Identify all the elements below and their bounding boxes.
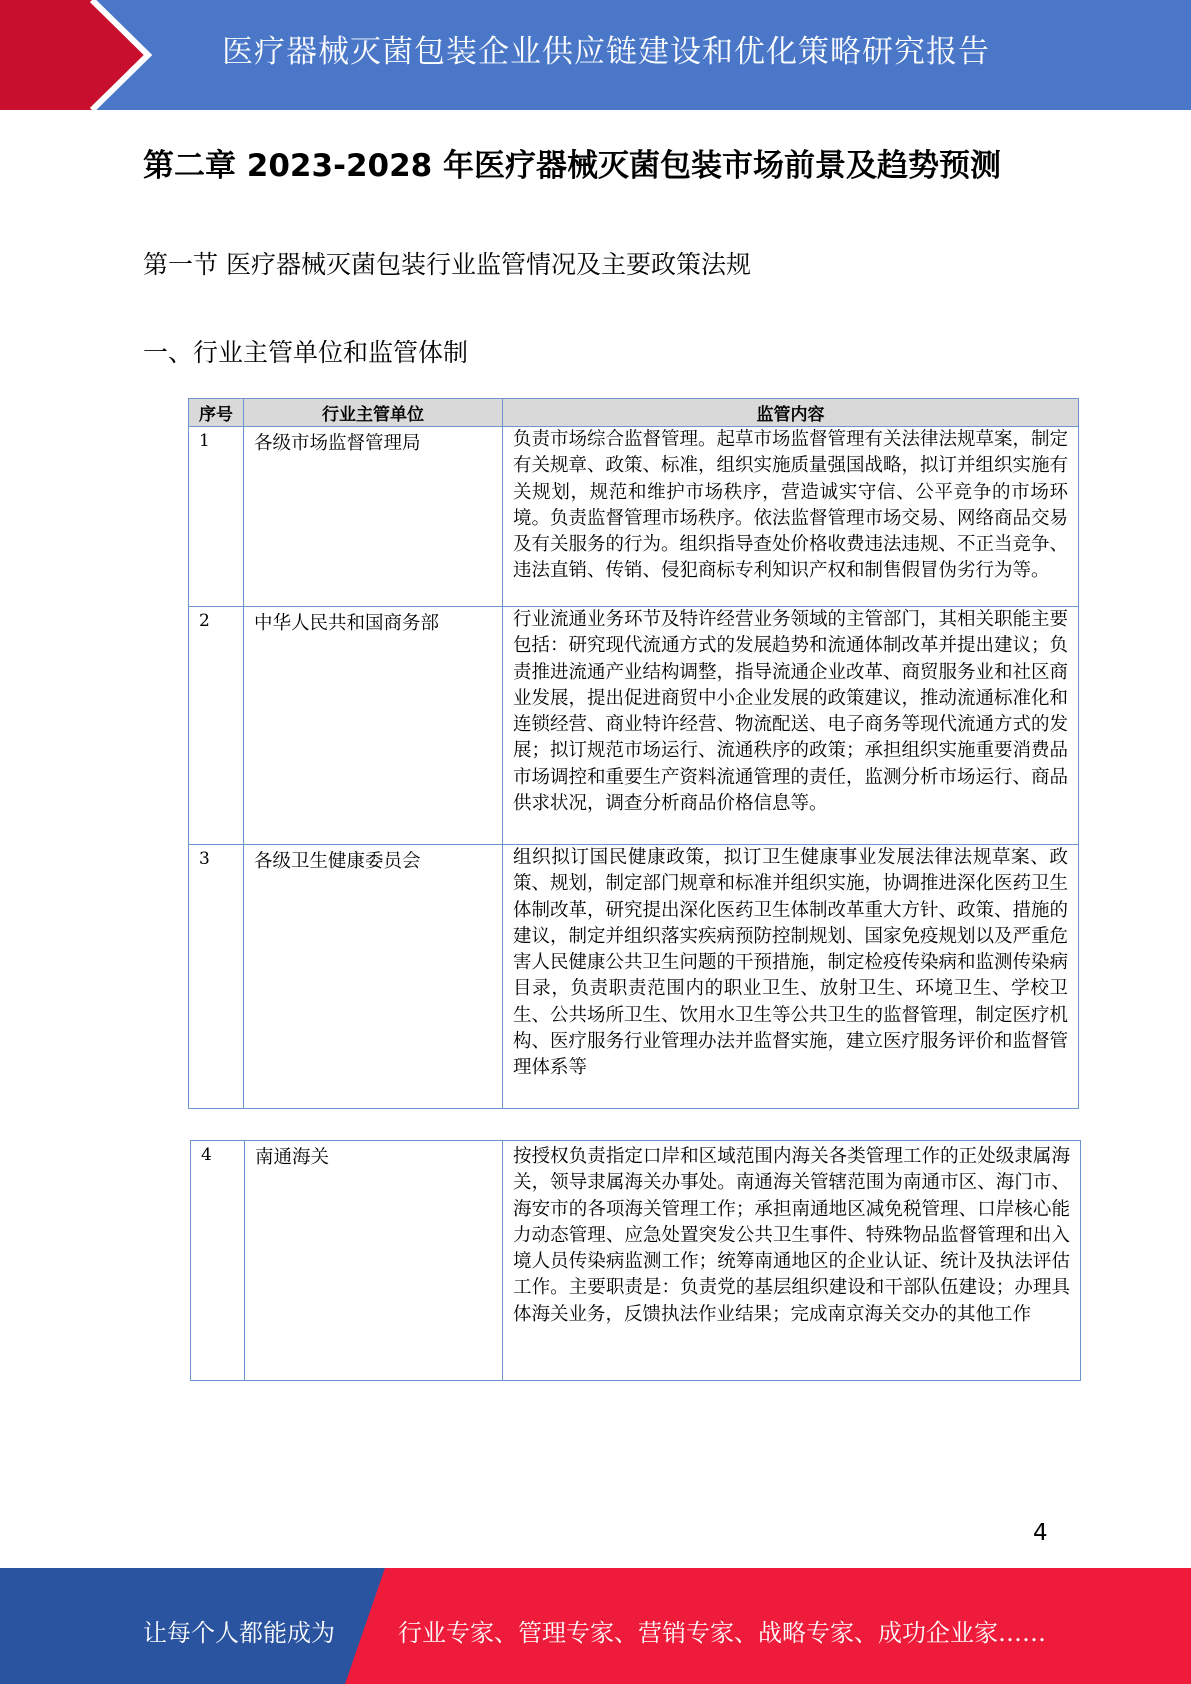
subsection-title: 一、行业主管单位和监管体制 (143, 338, 469, 367)
row-duty: 按授权负责指定口岸和区域范围内海关各类管理工作的正处级隶属海关，领导隶属海关办事处。南通海关管辖范围为南通市区、海门市、海安市的各项海关管理工作；承担南通地区减免税管理、口岸核心能力动态管理、应急处置突发公共卫生事件、特殊物品监督管理和出入境人员传染病监测工作；统筹南通地区的企业认证、统计及执法评估工作。主要职责是：负责党的基层组织建设和干部队伍建设；办理具体海关业务，反馈执法作业结果；完成南京海关交办的其他工作 (503, 1141, 1081, 1381)
regulator-table (188, 398, 1079, 1109)
row-unit: 南通海关 (245, 1141, 503, 1381)
row-unit: 各级市场监督管理局 (244, 427, 503, 607)
row-no: 3 (189, 845, 244, 1109)
page-number: 4 (1033, 1520, 1048, 1546)
footer-slogan-right: 行业专家、管理专家、营销专家、战略专家、成功企业家…… (398, 1619, 1046, 1647)
table-row (189, 427, 1079, 607)
regulator-table-continued (190, 1140, 1081, 1381)
table-row (189, 845, 1079, 1109)
page-footer-banner (0, 1568, 1191, 1684)
row-no: 4 (191, 1141, 245, 1381)
table-row (191, 1141, 1081, 1381)
row-unit: 各级卫生健康委员会 (244, 845, 503, 1109)
header-unit: 行业主管单位 (244, 399, 503, 427)
report-title: 医疗器械灭菌包装企业供应链建设和优化策略研究报告 (222, 34, 990, 70)
row-unit: 中华人民共和国商务部 (244, 607, 503, 845)
row-no: 2 (189, 607, 244, 845)
chapter-title: 第二章 2023-2028 年医疗器械灭菌包装市场前景及趋势预测 (143, 148, 1002, 184)
report-header-banner (0, 0, 1191, 110)
footer-slogan-left: 让每个人都能成为 (143, 1619, 335, 1647)
row-duty: 组织拟订国民健康政策，拟订卫生健康事业发展法律法规草案、政策、规划，制定部门规章和标准并组织实施，协调推进深化医药卫生体制改革，研究提出深化医药卫生体制改革重大方针、政策、措施的建议，制定并组织落实疾病预防控制规划、国家免疫规划以及严重危害人民健康公共卫生问题的干预措施，制定检疫传染病和监测传染病目录，负责职责范围内的职业卫生、放射卫生、环境卫生、学校卫生、公共场所卫生、饮用水卫生等公共卫生的监督管理，制定医疗机构、医疗服务行业管理办法并监督实施，建立医疗服务评价和监督管理体系等 (503, 845, 1079, 1109)
header-duty: 监管内容 (503, 399, 1079, 427)
table-row (189, 607, 1079, 845)
section-title: 第一节 医疗器械灭菌包装行业监管情况及主要政策法规 (143, 250, 751, 279)
table-header-row (189, 399, 1079, 427)
header-no: 序号 (189, 399, 244, 427)
row-duty: 负责市场综合监督管理。起草市场监督管理有关法律法规草案，制定有关规章、政策、标准，组织实施质量强国战略，拟订并组织实施有关规划，规范和维护市场秩序，营造诚实守信、公平竞争的市场环境。负责监督管理市场秩序。依法监督管理市场交易、网络商品交易及有关服务的行为。组织指导查处价格收费违法违规、不正当竞争、违法直销、传销、侵犯商标专利知识产权和制售假冒伪劣行为等。 (503, 427, 1079, 607)
row-duty: 行业流通业务环节及特许经营业务领域的主管部门，其相关职能主要包括：研究现代流通方式的发展趋势和流通体制改革并提出建议；负责推进流通产业结构调整，指导流通企业改革、商贸服务业和社区商业发展，提出促进商贸中小企业发展的政策建议，推动流通标准化和连锁经营、商业特许经营、物流配送、电子商务等现代流通方式的发展；拟订规范市场运行、流通秩序的政策；承担组织实施重要消费品市场调控和重要生产资料流通管理的责任，监测分析市场运行、商品供求状况，调查分析商品价格信息等。 (503, 607, 1079, 845)
row-no: 1 (189, 427, 244, 607)
